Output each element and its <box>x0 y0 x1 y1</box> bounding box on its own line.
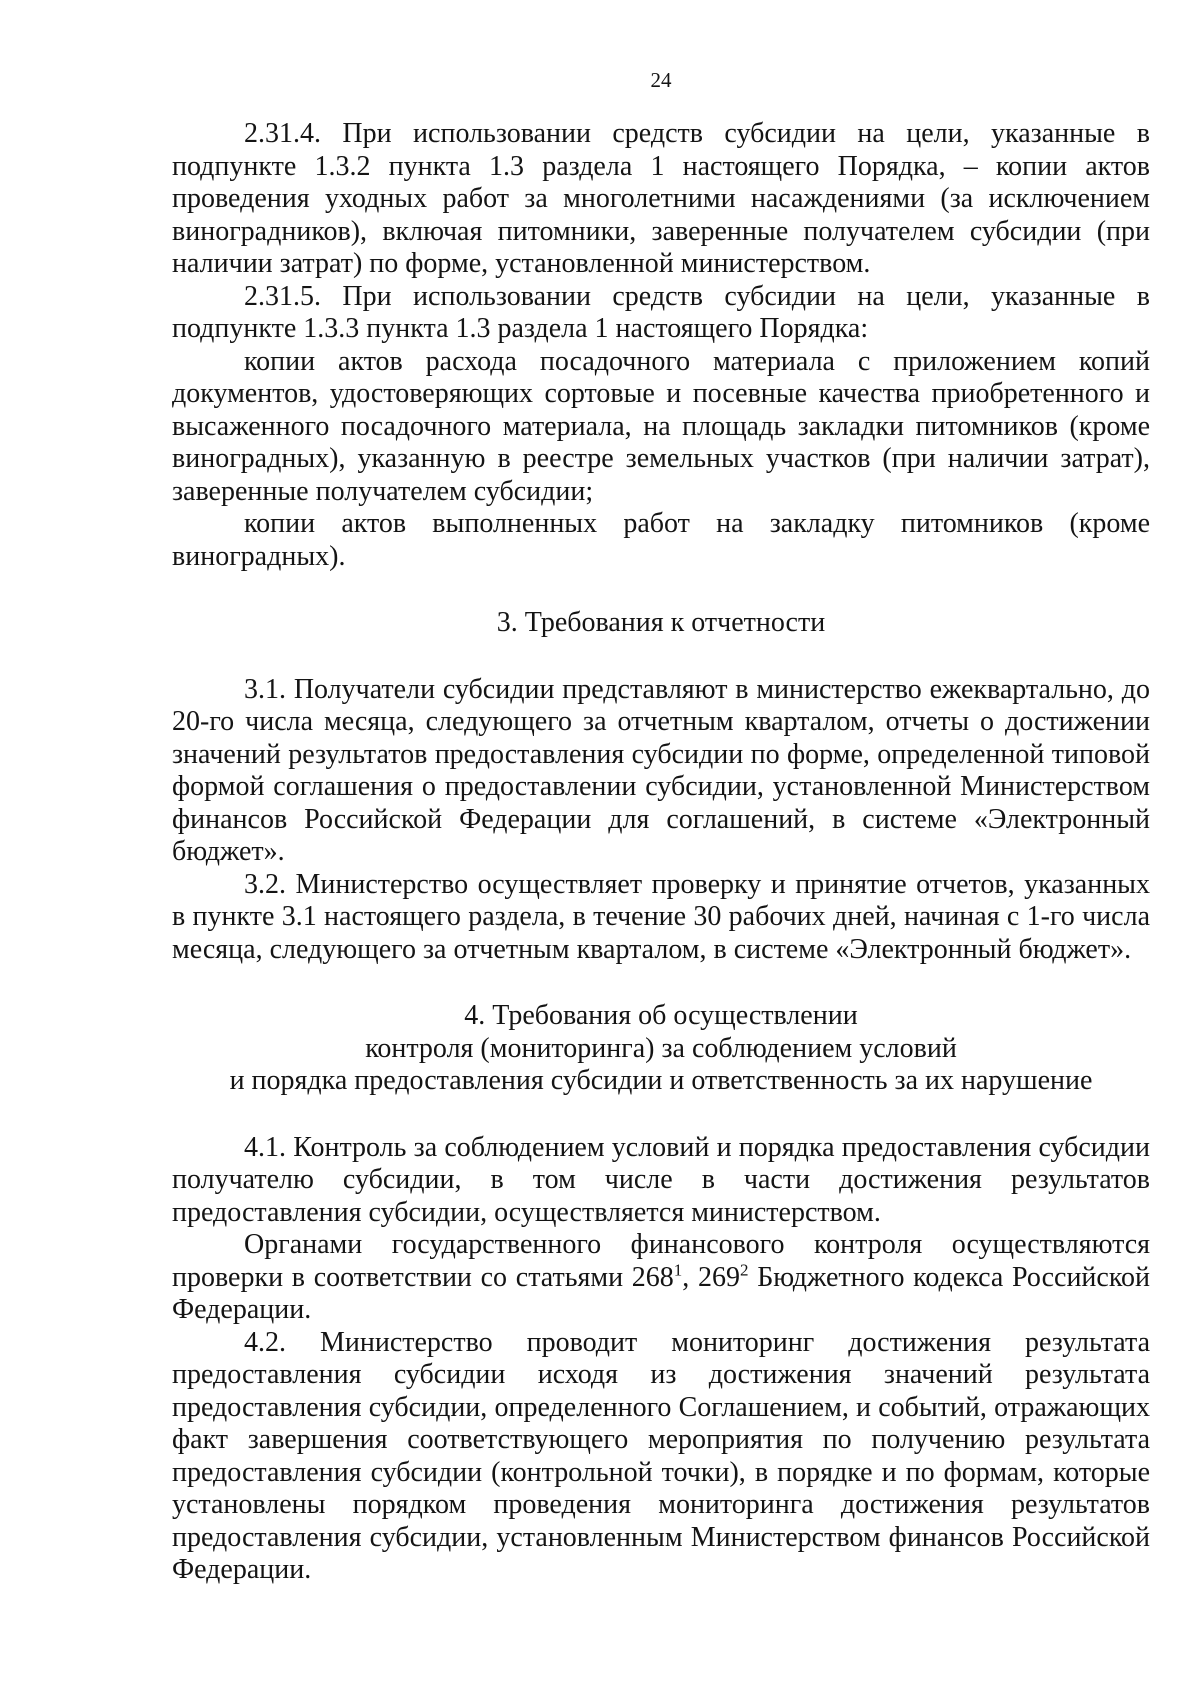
control-text-middle: , 269 <box>682 1261 740 1293</box>
section-4-heading-line-1: 4. Требования об осуществлении <box>464 1000 858 1031</box>
control-text-end: Бюджетного кодекса Российской Федерации. <box>172 1261 1151 1325</box>
footnote-sup-1: 1 <box>673 1260 683 1280</box>
section-4-heading <box>172 1000 1150 1098</box>
paragraph-3-2: 3.2. Министерство осуществляет проверку и принятие отчетов, указанных в пункте 3.1 настоящего раздела, в течение 30 рабочих дней, начиная с 1-го числа месяца, следующего за отчетным кварталом, в системе «Электронный бюджет». <box>172 868 1150 965</box>
paragraph-2-31-5: 2.31.5. При использовании средств субсидии на цели, указанные в подпункте 1.3.3 пункта 1.3 раздела 1 настоящего Порядка: <box>172 280 1150 344</box>
paragraph-planting-material-acts: копии актов расхода посадочного материала с приложением копий документов, удостоверяющих сортовые и посевные качества приобретенного и высаженного посадочного материала, на площадь закладки питомников (кроме виноградных), указанную в реестре земельных участков (при наличии затрат), заверенные получателем субсидии; <box>172 345 1150 507</box>
paragraph-state-financial-control <box>172 1229 1150 1327</box>
section-4-heading-line-3: и порядка предоставления субсидии и ответственность за их нарушение <box>229 1065 1093 1096</box>
page-number: 24 <box>650 68 672 92</box>
paragraph-2-31-4: 2.31.4. При использовании средств субсидии на цели, указанные в подпункте 1.3.2 пункта 1.3 раздела 1 настоящего Порядка, – копии актов проведения уходных работ за многолетними насаждениями (за исключением виноградников), включая питомники, заверенные получателем субсидии (при наличии затрат) по форме, установленной министерством. <box>172 118 1150 279</box>
document-page <box>172 68 1150 1587</box>
paragraph-4-2: 4.2. Министерство проводит мониторинг достижения результата предоставления субсидии исходя из достижения значений результата предоставления субсидии, определенного Соглашением, и событий, отражающих факт завершения соответствующего мероприятия по получению результата предоставления субсидии (контрольной точки), в порядке и по формам, которые установлены порядком проведения мониторинга достижения результатов предоставления субсидии, установленным Министерством финансов Российской Федерации. <box>172 1326 1150 1585</box>
paragraph-3-1: 3.1. Получатели субсидии представляют в министерство ежеквартально, до 20-го числа месяца, следующего за отчетным кварталом, отчеты о достижении значений результатов предоставления субсидии по форме, определенной типовой формой соглашения о предоставлении субсидии, установленной Министерством финансов Российской Федерации для соглашений, в системе «Электронный бюджет». <box>172 673 1150 867</box>
paragraph-nursery-works-acts: копии актов выполненных работ на закладку питомников (кроме виноградных). <box>172 508 1150 572</box>
paragraph-4-1: 4.1. Контроль за соблюдением условий и порядка предоставления субсидии получателю субсидии, в том числе в части достижения результатов предоставления субсидии, осуществляется министерством. <box>172 1131 1150 1228</box>
footnote-sup-2: 2 <box>740 1260 749 1280</box>
section-3-heading: 3. Требования к отчетности <box>496 607 826 638</box>
section-4-heading-line-2: контроля (мониторинга) за соблюдением условий <box>365 1032 957 1064</box>
control-text-start: Органами государственного финансового контроля осуществляются проверки в соответствии со статьями 268 <box>172 1229 1150 1293</box>
